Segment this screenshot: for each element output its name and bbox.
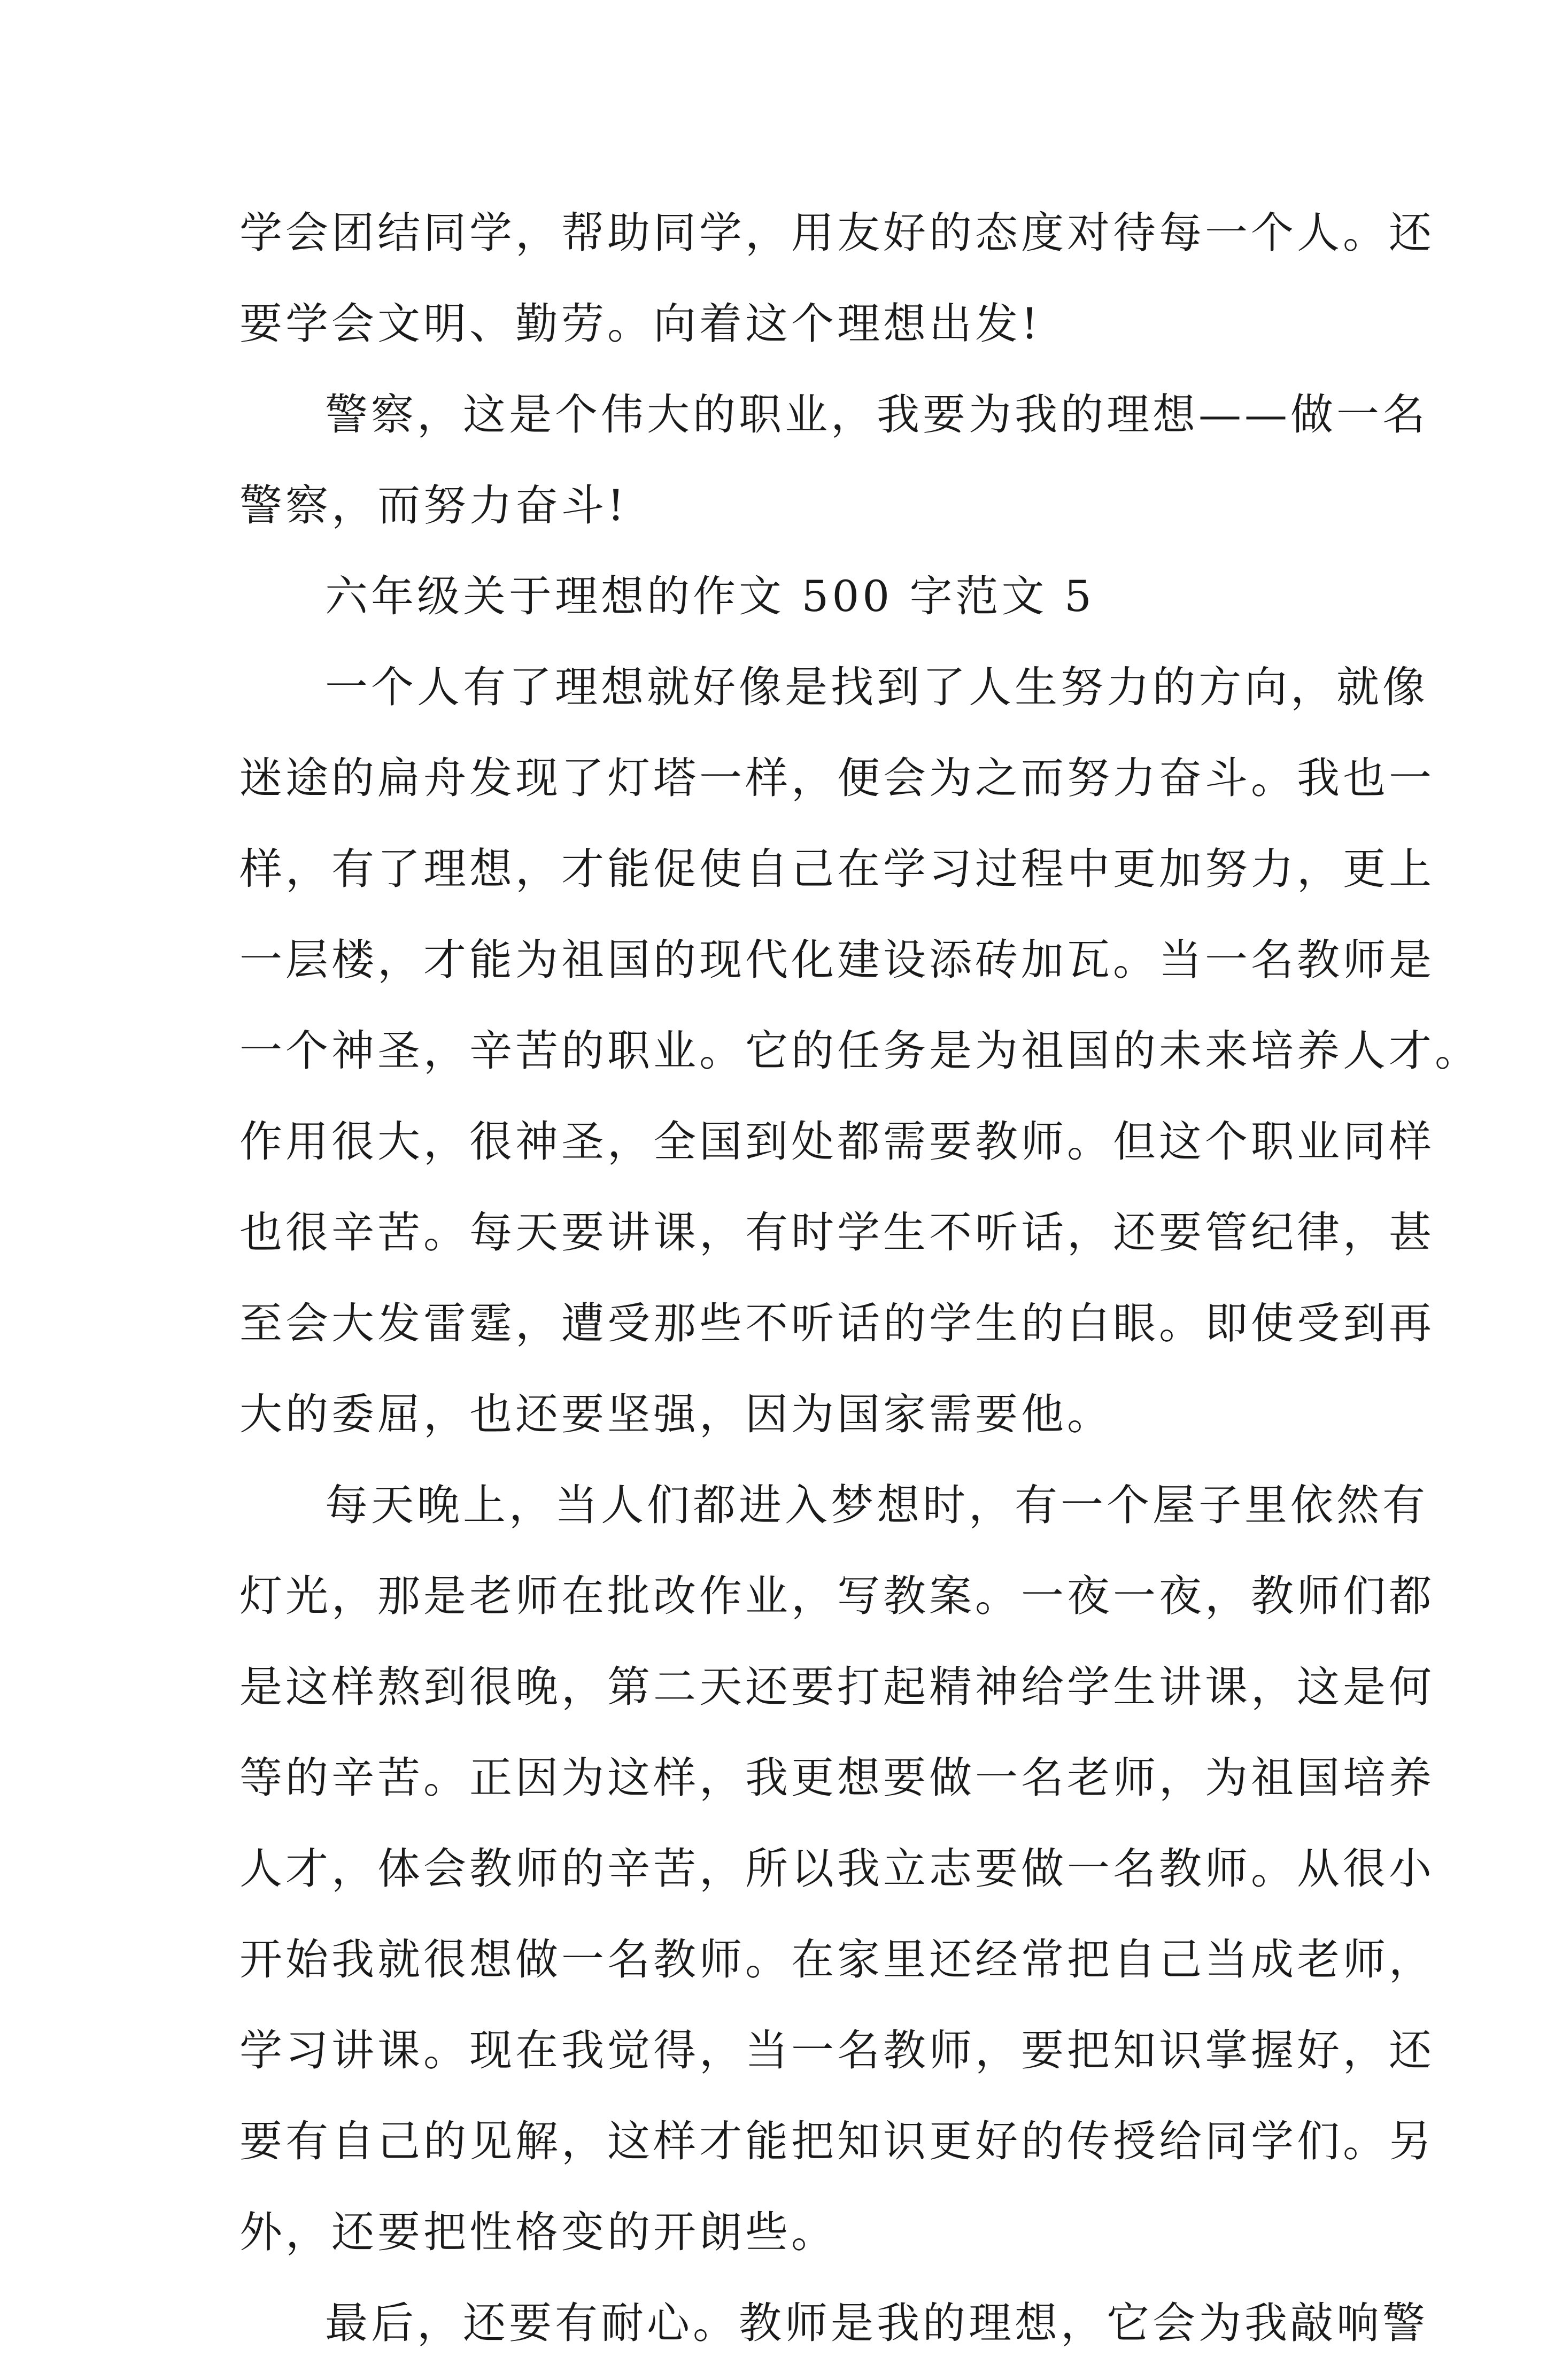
text-line: 学习讲课。现在我觉得，当一名教师，要把知识掌握好，还 bbox=[239, 2026, 1435, 2075]
paragraph-start-line: 每天晚上，当人们都进入梦想时，有一个屋子里依然有 bbox=[325, 1480, 1428, 1530]
essay-body bbox=[239, 199, 1481, 2380]
text-line: 迷途的扁舟发现了灯塔一样，便会为之而努力奋斗。我也一 bbox=[239, 753, 1435, 803]
text-line: 也很辛苦。每天要讲课，有时学生不听话，还要管纪律，甚 bbox=[239, 1208, 1435, 1257]
text-line: 一层楼，才能为祖国的现代化建设添砖加瓦。当一名教师是 bbox=[239, 935, 1435, 985]
paragraph-start-line: 警察，这是个伟大的职业，我要为我的理想——做一名 bbox=[325, 390, 1428, 439]
paragraph-start-line: 最后，还要有耐心。教师是我的理想，它会为我敲响警 bbox=[325, 2298, 1428, 2348]
text-line: 至会大发雷霆，遭受那些不听话的学生的白眼。即使受到再 bbox=[239, 1299, 1435, 1348]
paragraph-start-line: 一个人有了理想就好像是找到了人生努力的方向，就像 bbox=[325, 662, 1428, 712]
text-line: 人才，体会教师的辛苦，所以我立志要做一名教师。从很小 bbox=[239, 1844, 1435, 1894]
text-line: 开始我就很想做一名教师。在家里还经常把自己当成老师， bbox=[239, 1935, 1435, 1984]
text-line: 警察，而努力奋斗! bbox=[239, 481, 628, 530]
text-line: 要有自己的见解，这样才能把知识更好的传授给同学们。另 bbox=[239, 2116, 1435, 2166]
text-line: 等的辛苦。正因为这样，我更想要做一名老师，为祖国培养 bbox=[239, 1753, 1435, 1803]
text-line: 大的委屈，也还要坚强，因为国家需要他。 bbox=[239, 1389, 1113, 1439]
text-line: 要学会文明、勤劳。向着这个理想出发! bbox=[239, 299, 1042, 349]
text-line: 是这样熬到很晚，第二天还要打起精神给学生讲课，这是何 bbox=[239, 1662, 1435, 1712]
text-line: 一个神圣，辛苦的职业。它的任务是为祖国的未来培养人才。 bbox=[239, 1026, 1481, 1076]
text-line: 作用很大，很神圣，全国到处都需要教师。但这个职业同样 bbox=[239, 1117, 1435, 1166]
text-line: 灯光，那是老师在批改作业，写教案。一夜一夜，教师们都 bbox=[239, 1571, 1435, 1621]
essay-heading: 六年级关于理想的作文 500 字范文 5 bbox=[325, 571, 1095, 621]
text-line: 学会团结同学，帮助同学，用友好的态度对待每一个人。还 bbox=[239, 208, 1435, 258]
text-line: 外，还要把性格变的开朗些。 bbox=[239, 2207, 837, 2257]
text-line: 样，有了理想，才能促使自己在学习过程中更加努力，更上 bbox=[239, 844, 1435, 894]
